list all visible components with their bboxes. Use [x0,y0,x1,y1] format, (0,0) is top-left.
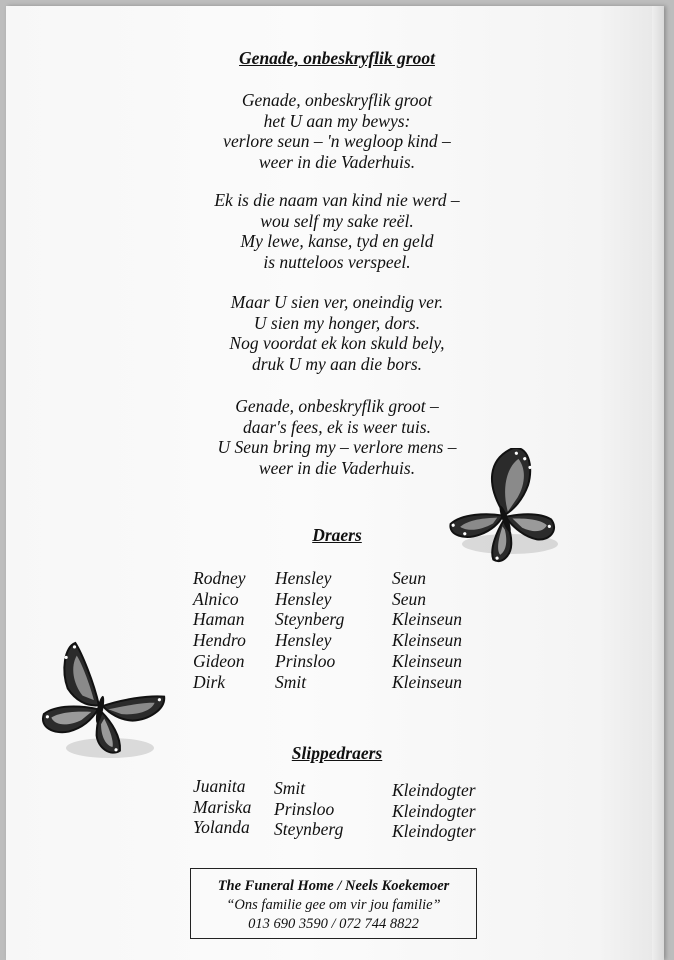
slippedraers-relations [392,780,476,842]
draers-relations [392,568,462,692]
draer-relation: Seun [392,568,427,588]
poem-line: weer in die Vaderhuis. [258,457,416,478]
poem-line: U Seun bring my – verlore mens – [217,437,457,457]
stanza-1 [0,90,674,172]
poem-line: Ek is die naam van kind nie werd – [214,190,460,210]
slippedraer-surname: Steynberg [274,819,344,840]
poem-line: weer in die Vaderhuis. [258,151,416,172]
funeral-home-slogan: “Ons familie gee om vir jou familie” [226,897,441,913]
slippedraer-first-name: Juanita [193,776,246,796]
butterfly-icon [440,448,575,573]
poem-line: is nutteloos verspeel. [263,251,411,272]
poem-title: Genade, onbeskryflik groot [239,48,435,68]
poem-line: My lewe, kanse, tyd en geld [240,231,434,251]
draer-relation: Kleinseun [392,650,462,671]
slippedraer-relation: Kleindogter [392,800,476,821]
poem-line: druk U my aan die bors. [251,353,423,374]
slippedraer-relation: Kleindogter [392,780,476,800]
draer-relation: Kleinseun [392,671,462,692]
slippedraer-surname: Smit [274,778,306,798]
slippedraer-first-name: Mariska [193,796,252,817]
poem-line: het U aan my bewys: [263,110,411,131]
slippedraer-surname: Prinsloo [274,798,335,819]
poem-line: Nog voordat ek kon skuld bely, [229,333,445,353]
slippedraers-surnames [274,778,343,840]
draer-relation: Kleinseun [392,609,462,630]
draer-relation: Seun [392,588,427,609]
draer-first-name: Dirk [193,671,226,692]
draer-first-name: Gideon [193,650,245,671]
funeral-home-name: The Funeral Home / Neels Koekemoer [217,878,450,894]
funeral-home-box [190,868,477,939]
draers-first-names [193,568,246,692]
poem-line: U sien my honger, dors. [253,312,421,333]
draer-first-name: Rodney [193,568,246,588]
stanza-2 [0,190,674,272]
draer-surname: Smit [275,671,307,692]
draer-surname: Hensley [275,568,332,588]
draer-surname: Steynberg [275,609,345,630]
funeral-home-phone: 013 690 3590 / 072 744 8822 [248,916,419,932]
butterfly-icon [40,640,170,765]
draer-surname: Hensley [275,588,332,609]
poem-line: Genade, onbeskryflik groot – [235,396,439,416]
draer-surname: Hensley [275,630,332,651]
stanza-3 [0,292,674,374]
slippedraers-first-names [193,776,251,838]
draer-relation: Kleinseun [392,630,462,651]
slippedraers-heading: Slippedraers [291,743,383,763]
poem-line: wou self my sake reël. [260,210,414,231]
draer-first-name: Alnico [193,588,239,609]
draers-surnames [275,568,344,692]
draer-first-name: Hendro [193,630,246,651]
poem-line: daar's fees, ek is weer tuis. [243,416,431,437]
poem-line: Genade, onbeskryflik groot [241,90,433,110]
slippedraer-first-name: Yolanda [193,817,250,838]
poem-line: Maar U sien ver, oneindig ver. [230,292,444,312]
draer-first-name: Haman [193,609,245,630]
poem-line: verlore seun – 'n wegloop kind – [223,131,451,151]
slippedraer-relation: Kleindogter [392,821,476,842]
draer-surname: Prinsloo [275,650,336,671]
draers-heading: Draers [312,525,362,545]
